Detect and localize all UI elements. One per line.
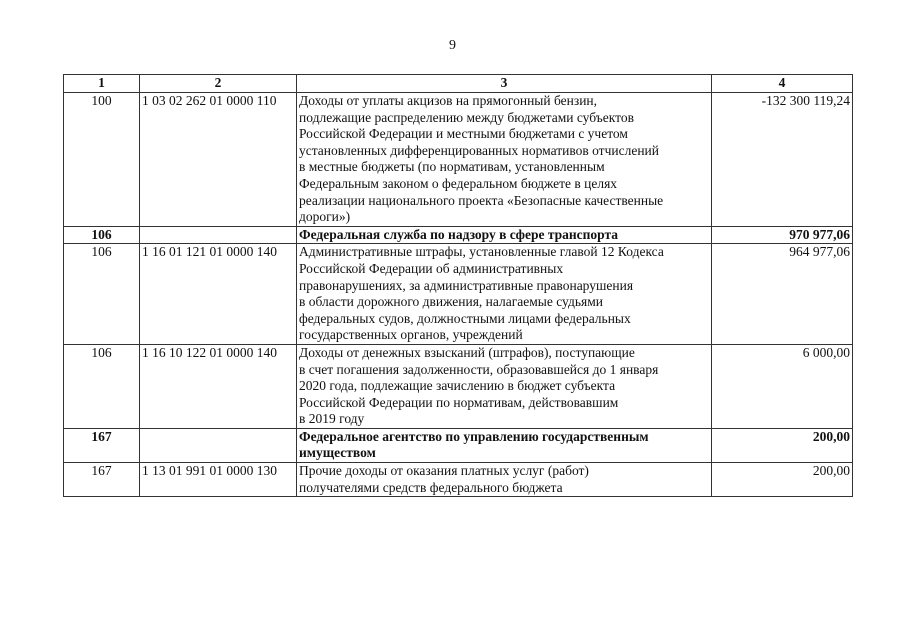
description-line: Федеральным законом о федеральном бюджете в целях (299, 175, 618, 191)
description-cell (297, 428, 712, 462)
description-line: получателями средств федерального бюджета (299, 479, 563, 495)
budget-code-cell: 1 16 10 122 01 0000 140 (140, 344, 297, 428)
admin-code-cell: 106 (64, 244, 140, 345)
table-row (64, 93, 853, 227)
budget-code-cell: 1 13 01 991 01 0000 130 (140, 463, 297, 497)
header-col-3: 3 (297, 75, 712, 93)
description-cell (297, 93, 712, 227)
budget-code-cell (140, 226, 297, 244)
amount-cell: -132 300 119,24 (712, 93, 853, 227)
budget-code-cell: 1 03 02 262 01 0000 110 (140, 93, 297, 227)
description-line: Доходы от денежных взысканий (штрафов), поступающие (299, 344, 635, 360)
description-line: правонарушениях, за административные правонарушения (299, 277, 634, 293)
amount-cell: 200,00 (712, 463, 853, 497)
revenue-table (63, 74, 853, 497)
header-col-4: 4 (712, 75, 853, 93)
admin-code-cell: 106 (64, 344, 140, 428)
budget-code-cell: 1 16 01 121 01 0000 140 (140, 244, 297, 345)
description-cell (297, 463, 712, 497)
description-line: дороги») (299, 209, 351, 225)
description-cell (297, 226, 712, 244)
description-line: в счет погашения задолженности, образовавшейся до 1 января (299, 361, 659, 377)
amount-cell: 6 000,00 (712, 344, 853, 428)
table-row-agency (64, 226, 853, 244)
description-cell (297, 344, 712, 428)
description-line: Федеральное агентство по управлению государственным (299, 428, 649, 444)
description-cell (297, 244, 712, 345)
description-line: Российской Федерации об административных (299, 260, 564, 276)
description-line: Прочие доходы от оказания платных услуг (работ) (299, 463, 589, 479)
description-line: в области дорожного движения, налагаемые судьями (299, 294, 603, 310)
description-line: Российской Федерации и местными бюджетами с учетом (299, 126, 628, 142)
admin-code-cell: 167 (64, 428, 140, 462)
page-number: 9 (449, 38, 456, 53)
admin-code-cell: 167 (64, 463, 140, 497)
description-line: государственных органов, учреждений (299, 327, 523, 343)
table-row (64, 244, 853, 345)
description-line: Доходы от уплаты акцизов на прямогонный бензин, (299, 93, 598, 108)
table-header-row (64, 75, 853, 93)
budget-code-cell (140, 428, 297, 462)
header-col-2: 2 (140, 75, 297, 93)
description-line: реализации национального проекта «Безопасные качественные (299, 192, 664, 208)
description-line: Российской Федерации по нормативам, действовавшим (299, 394, 619, 410)
description-line: в 2019 году (299, 411, 365, 427)
admin-code-cell: 106 (64, 226, 140, 244)
table-row (64, 344, 853, 428)
table-row-agency (64, 428, 853, 462)
header-col-1: 1 (64, 75, 140, 93)
description-line: имуществом (299, 445, 376, 461)
table-row (64, 463, 853, 497)
description-line: в местные бюджеты (по нормативам, установленным (299, 159, 605, 175)
amount-cell: 964 977,06 (712, 244, 853, 345)
description-line: Административные штрафы, установленные главой 12 Кодекса (299, 244, 664, 260)
amount-cell: 200,00 (712, 428, 853, 462)
amount-cell: 970 977,06 (712, 226, 853, 244)
description-line: установленных дифференцированных нормативов отчислений (299, 142, 659, 158)
description-line: 2020 года, подлежащие зачислению в бюджет субъекта (299, 378, 616, 394)
description-line: Федеральная служба по надзору в сфере транспорта (299, 226, 619, 242)
admin-code-cell: 100 (64, 93, 140, 227)
description-line: подлежащие распределению между бюджетами субъектов (299, 109, 634, 125)
description-line: федеральных судов, должностными лицами федеральных (299, 310, 631, 326)
